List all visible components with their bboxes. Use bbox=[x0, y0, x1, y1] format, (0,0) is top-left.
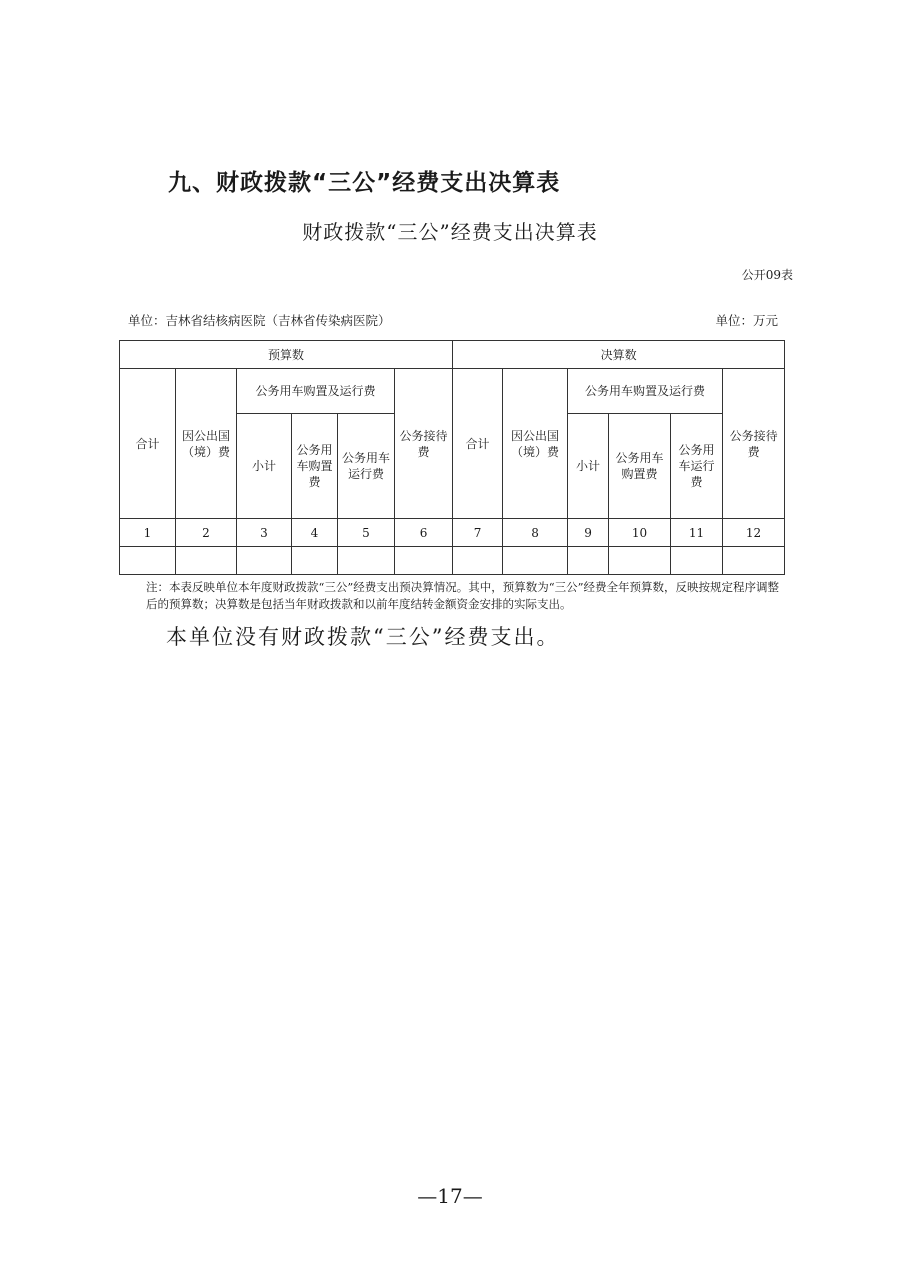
three-public-expense-table bbox=[119, 340, 785, 575]
header-budget-subtotal: 小计 bbox=[237, 414, 292, 519]
no-expense-notice: 本单位没有财政拨款“三公”经费支出。 bbox=[166, 625, 560, 649]
column-number-row bbox=[120, 519, 785, 547]
header-budget-total: 合计 bbox=[120, 369, 176, 519]
column-number: 1 bbox=[120, 519, 176, 547]
data-cell bbox=[671, 547, 723, 575]
table-note: 注：本表反映单位本年度财政拨款“三公”经费支出预决算情况。其中，预算数为“三公”经费全年预算数，反映按规定程序调整后的预算数；决算数是包括当年财政拨款和以前年度结转金额资金安排的实际支出。 bbox=[146, 580, 780, 611]
data-cell bbox=[503, 547, 568, 575]
data-cell bbox=[338, 547, 395, 575]
page-number: —17— bbox=[417, 1184, 483, 1208]
header-final-abroad: 因公出国（境）费 bbox=[503, 369, 568, 519]
column-number: 9 bbox=[568, 519, 609, 547]
data-cell bbox=[395, 547, 453, 575]
unit-currency: 单位：万元 bbox=[715, 313, 778, 328]
data-cell bbox=[176, 547, 237, 575]
header-final-operation: 公务用车运行费 bbox=[671, 414, 723, 519]
data-cell bbox=[609, 547, 671, 575]
column-number: 4 bbox=[292, 519, 338, 547]
header-budget-operation: 公务用车运行费 bbox=[338, 414, 395, 519]
column-number: 12 bbox=[723, 519, 785, 547]
header-final-reception: 公务接待费 bbox=[723, 369, 785, 519]
column-number: 6 bbox=[395, 519, 453, 547]
data-cell bbox=[120, 547, 176, 575]
column-number: 10 bbox=[609, 519, 671, 547]
column-number: 8 bbox=[503, 519, 568, 547]
header-budget-vehicle: 公务用车购置及运行费 bbox=[237, 369, 395, 414]
header-row-groups bbox=[120, 341, 785, 369]
column-number: 7 bbox=[453, 519, 503, 547]
column-number: 5 bbox=[338, 519, 395, 547]
data-row-empty bbox=[120, 547, 785, 575]
section-heading: 九、财政拨款“三公”经费支出决算表 bbox=[168, 170, 561, 196]
header-budget: 预算数 bbox=[120, 341, 453, 369]
column-number: 2 bbox=[176, 519, 237, 547]
form-code: 公开09表 bbox=[741, 268, 793, 282]
table-title: 财政拨款“三公”经费支出决算表 bbox=[302, 220, 598, 244]
header-final-total: 合计 bbox=[453, 369, 503, 519]
data-cell bbox=[568, 547, 609, 575]
unit-organization: 单位：吉林省结核病医院（吉林省传染病医院） bbox=[128, 313, 391, 328]
header-final: 决算数 bbox=[453, 341, 785, 369]
header-budget-purchase: 公务用车购置费 bbox=[292, 414, 338, 519]
data-cell bbox=[453, 547, 503, 575]
header-final-purchase: 公务用车购置费 bbox=[609, 414, 671, 519]
data-cell bbox=[292, 547, 338, 575]
header-final-vehicle: 公务用车购置及运行费 bbox=[568, 369, 723, 414]
header-budget-reception: 公务接待费 bbox=[395, 369, 453, 519]
header-budget-abroad: 因公出国（境）费 bbox=[176, 369, 237, 519]
header-final-subtotal: 小计 bbox=[568, 414, 609, 519]
header-row-subgroups bbox=[120, 369, 785, 414]
column-number: 3 bbox=[237, 519, 292, 547]
data-cell bbox=[723, 547, 785, 575]
data-cell bbox=[237, 547, 292, 575]
column-number: 11 bbox=[671, 519, 723, 547]
